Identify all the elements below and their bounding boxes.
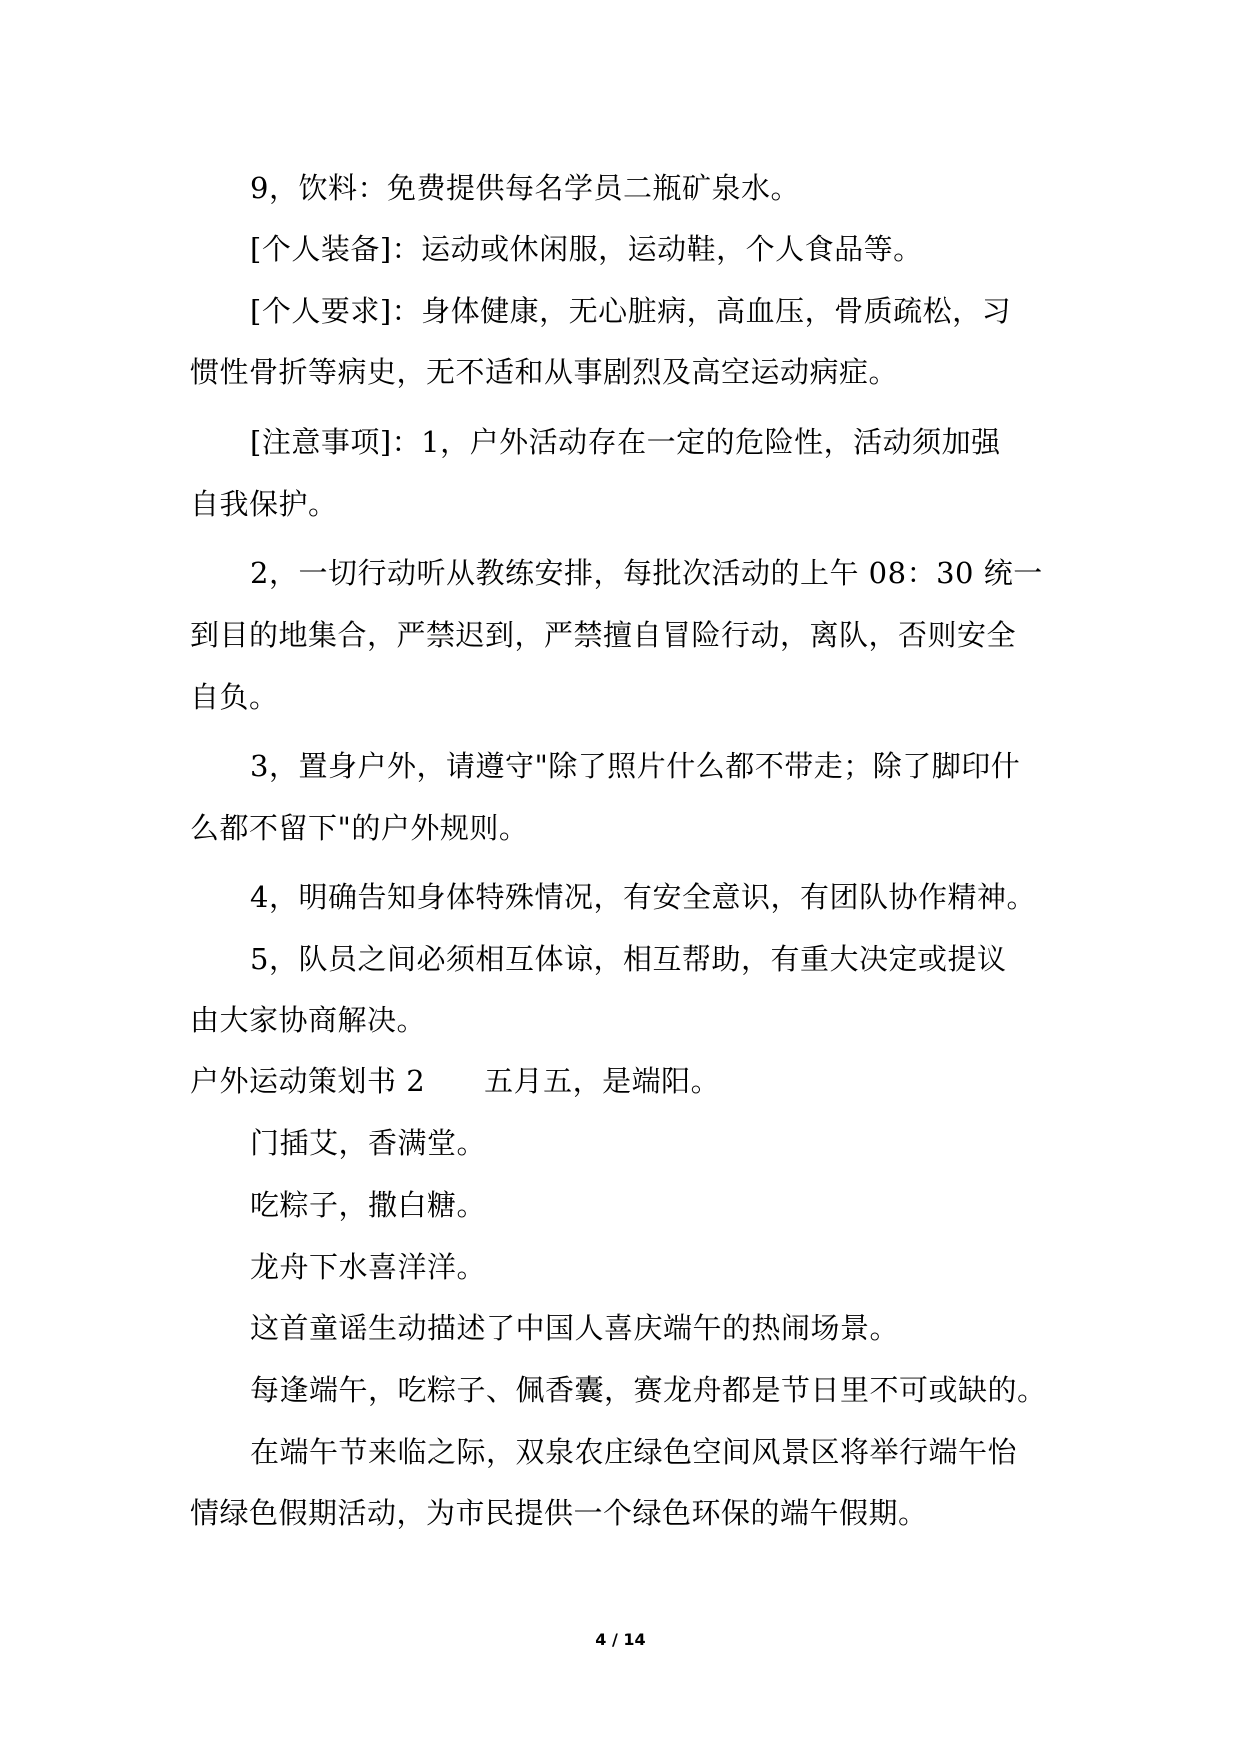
text-line: 2，一切行动听从教练安排，每批次活动的上午 08：30 统一 bbox=[250, 556, 1043, 590]
text-line: 每逢端午，吃粽子、佩香囊，赛龙舟都是节日里不可或缺的。 bbox=[250, 1373, 1047, 1407]
page-number: 4 / 14 bbox=[595, 1630, 646, 1649]
text-line: [注意事项]：1，户外活动存在一定的危险性，活动须加强 bbox=[250, 425, 1001, 459]
text-line: 3，置身户外，请遵守"除了照片什么都不带走；除了脚印什 bbox=[250, 749, 1021, 783]
text-line: 5，队员之间必须相互体谅，相互帮助，有重大决定或提议 bbox=[250, 942, 1007, 976]
text-line: 吃粽子，撒白糖。 bbox=[250, 1188, 487, 1222]
text-line: 门插艾，香满堂。 bbox=[250, 1126, 487, 1160]
text-line: 这首童谣生动描述了中国人喜庆端午的热闹场景。 bbox=[250, 1311, 900, 1345]
text-line: 由大家协商解决。 bbox=[190, 1003, 427, 1037]
text-line: 么都不留下"的户外规则。 bbox=[190, 811, 529, 845]
text-line: 情绿色假期活动，为市民提供一个绿色环保的端午假期。 bbox=[190, 1496, 928, 1530]
section-heading: 户外运动策划书 2 五月五，是端阳。 bbox=[190, 1064, 721, 1098]
text-line: [个人装备]：运动或休闲服，运动鞋，个人食品等。 bbox=[250, 232, 923, 266]
text-line: 龙舟下水喜洋洋。 bbox=[250, 1250, 487, 1284]
text-line: 在端午节来临之际，双泉农庄绿色空间风景区将举行端午怡 bbox=[250, 1435, 1018, 1469]
text-line: 自我保护。 bbox=[190, 487, 338, 521]
text-line: 到目的地集合，严禁迟到，严禁擅自冒险行动，离队，否则安全 bbox=[190, 618, 1017, 652]
text-line: 4，明确告知身体特殊情况，有安全意识，有团队协作精神。 bbox=[250, 880, 1036, 914]
text-line: 9，饮料：免费提供每名学员二瓶矿泉水。 bbox=[250, 171, 800, 205]
text-line: 惯性骨折等病史，无不适和从事剧烈及高空运动病症。 bbox=[190, 355, 899, 389]
text-line: 自负。 bbox=[190, 680, 279, 714]
text-line: [个人要求]：身体健康，无心脏病，高血压，骨质疏松，习 bbox=[250, 294, 1012, 328]
